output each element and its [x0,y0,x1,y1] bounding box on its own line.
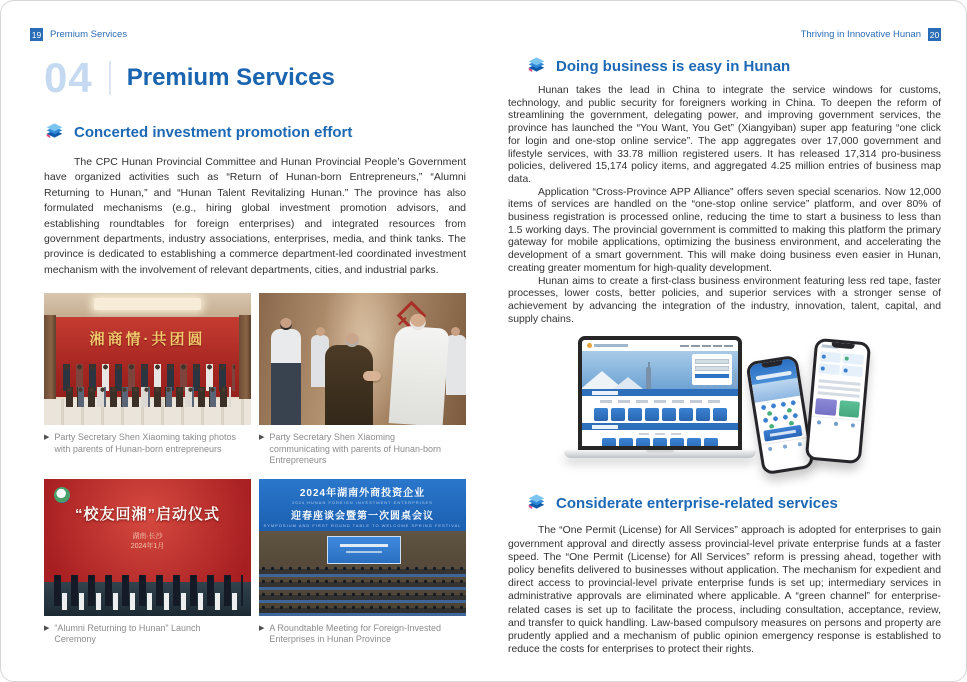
page-number-badge: 19 [31,29,42,40]
caption-arrow-icon: ▶ [259,624,265,632]
caption-text: Party Secretary Shen Xiaoming taking photos with parents of Hunan-born entrepreneurs [54,432,236,454]
service-icons-row-art [582,437,738,450]
audience-art [259,566,466,616]
body-paragraph: Hunan aims to create a first-class business environment featuring less red tape, faster processes, lower costs, better policies, and superior services with a stronger sense of achievement by advancing the integration of the industry, innovation, talent, capital, and supply chains. [508,275,941,325]
section-bar-art [582,389,738,396]
laptop-base [564,450,756,458]
running-header-left [30,28,470,41]
photo-caption [259,432,466,467]
body-paragraph: The CPC Hunan Provincial Committee and Hunan Provincial People’s Government have organized activities such as “Return of Hunan-born Entrepreneurs,” “Alumni Returning to Hunan,” and “Hunan Talent Revitalizing Hunan.” The province has also formulated mechanisms (e.g., hiring global investment promotion advisors, and establishing roundtables for foreign enterprises) and integrated resources from government departments, industry associations, enterprises, media, and think tanks. The province is dedicated to establishing a commerce department-led coordinated investment mechanism with the involvement of relevant departments, cities, and industrial parks. [44,156,466,276]
photo-figure-roundtable [259,479,466,646]
stage-date-text: 2024年1月 [130,542,165,550]
crowd-row-front [64,387,231,407]
ceiling-light-art [94,298,202,310]
layers-icon [526,494,547,513]
banner-line1-en: 2024 HUNAN FOREIGN INVESTMENT ENTERPRISES [292,499,433,505]
photo-caption [259,623,466,646]
caption-text: “Alumni Returning to Hunan” Launch Ceremony [54,622,201,645]
stage-location-text: 湖南·长沙 [132,532,163,540]
body-paragraph: The “One Permit (License) for All Services” approach is adopted for enterprises to gain government approval and directly assess provincial-level private enterprise funds at a faster speed. The “One Permit (License) for All Services” reform is pressing ahead, together with policy benefits delivered to businesses without application. The mechanism for expedient and direct access to provincial-level private enterprise funds is set up; intermediary services in administrative approvals are eliminated where applicable. A “green channel” for enterprise-related cases is set up to facilitate the process, including consultation, acceptance, review, and transfer to quick handling. Law-based compulsory measures on persons and property are prudently applied and a mechanism of public opinion emergency response is established to reduce the costs for enterprises to protect their rights. [508,525,941,656]
photo-grid [44,293,470,646]
running-header-title: Premium Services [50,29,128,40]
meeting-banner-art [259,479,466,531]
layers-icon [44,123,65,142]
page-right [508,28,941,656]
photo-figure-handshake [259,293,466,467]
section1-body [508,85,941,326]
stats-row-art [582,396,738,407]
running-header-title: Thriving in Innovative Hunan [800,29,921,40]
page-number-badge: 20 [929,29,940,40]
page-left [30,28,470,646]
chapter-title: Premium Services [126,64,335,91]
banner-line2-en: SYMPOSIUM AND FIRST ROUND TABLE TO WELCOME SPRING FESTIVAL [263,522,462,528]
projection-screen-art [327,536,401,564]
ceiling-art [44,293,251,319]
body-paragraph: Hunan takes the lead in China to integrate the service windows for customs, technology, and public security for foreigners working in China. To deepen the reform of streamlining the government, delegating power, and improving government services, the province has launched the “You Want, You Get” (Xiangyiban) super app featuring “one click for login and one-stop online service”. The app aggregates over 17,000 government and lifestyle services, with 33.78 million registered users. It has released 17,314 pro-business policies, delivered 15,174 policy items, and aggregated 4.25 million entries of business map data. [508,85,941,185]
chapter-divider [109,61,111,95]
running-header-right [508,28,941,41]
photo-caption [44,623,251,646]
layers-icon [526,57,547,76]
site-title-art [594,344,628,347]
photo-group-backdrop [44,293,251,425]
person-art [389,325,450,425]
section-heading-enterprise-services [526,494,941,513]
photo-figure-group-photo [44,293,251,467]
stage-title-text: “校友回湘”启动仪式 [74,505,220,523]
person-art [271,329,301,425]
caption-text: A Roundtable Meeting for Foreign-Invested Enterprises in Hunan Province [269,622,441,645]
podium-row-art [52,593,243,610]
handshake-art [363,371,381,381]
laptop-mockup [578,336,742,458]
phone-mockup-front [745,355,814,476]
service-icons-row-art [582,407,738,423]
banner-line2: 迎春座谈会暨第一次圆桌会议 [291,510,434,522]
website-header-art [582,340,738,351]
caption-text: Party Secretary Shen Xiaoming communicating with parents of Hunan-born Entrepreneurs [269,432,441,466]
laptop-screen [578,336,742,450]
caption-arrow-icon: ▶ [44,624,50,632]
person-art [446,335,466,395]
body-paragraph: Application “Cross-Province APP Alliance” offers seven special scenarios. Now 12,000 items of services are handled on the “one-stop online service” platform, and over 80% of business registration is processed online, reducing the time to start a business to less than 1.5 working days. The provincial government is committed to making this platform the primary gateway for mobile applications, optimizing the business environment, and accelerating the development of a smart government. This will make doing business even easier in Hunan, creating greater momentum for high-quality development. [508,186,941,274]
banner-line1: 2024年湖南外商投资企业 [299,487,426,499]
section-title: Doing business is easy in Hunan [556,58,791,75]
pillar-art [44,315,56,399]
section-bar-art [582,423,738,430]
section-heading-doing-business [526,57,941,76]
phone-mockup-back [805,338,871,464]
stats-row-art [582,430,738,437]
backdrop-banner-text: 湘商情·共团圆 [89,331,206,349]
chapter-number: 04 [44,54,93,101]
photo-figure-launch-ceremony [44,479,251,646]
photo-handshake [259,293,466,425]
caption-arrow-icon: ▶ [44,434,50,442]
photo-roundtable-meeting [259,479,466,616]
event-logo-art [54,487,70,503]
section2-body [508,524,941,656]
person-art [325,345,373,425]
photo-launch-ceremony [44,479,251,616]
chapter-heading [44,54,470,101]
section-title: Considerate enterprise-related services [556,495,838,513]
photo-caption [44,432,251,455]
pillar-art [239,315,251,399]
section-heading-investment [44,123,470,142]
caption-arrow-icon: ▶ [259,434,265,442]
section-title: Concerted investment promotion effort [74,124,353,141]
login-panel-art [692,354,732,385]
mountain-art [608,377,648,389]
device-mockups [508,332,941,480]
website-hero-art [582,351,738,389]
tower-art [646,367,651,389]
site-menu-art [680,345,733,348]
site-logo-art [587,343,592,348]
